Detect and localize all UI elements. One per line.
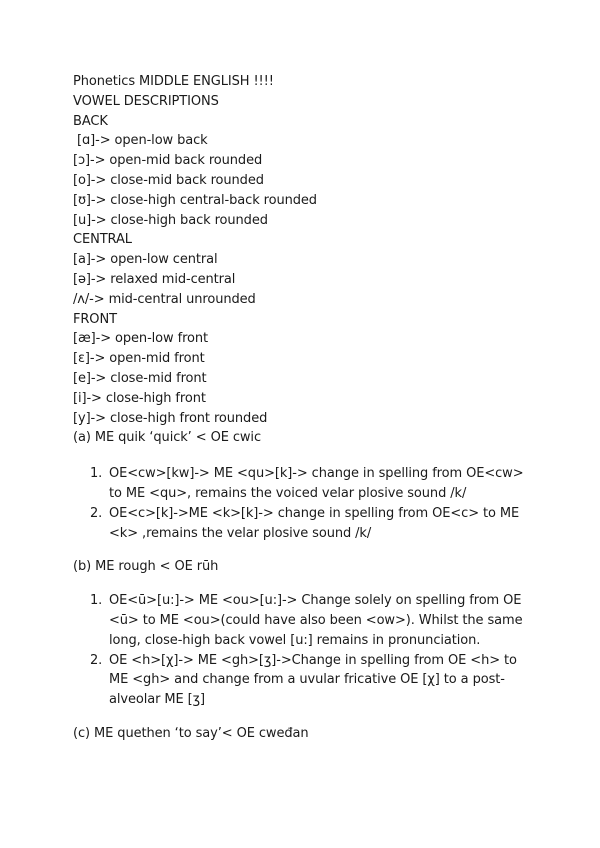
- example-b-list: [73, 591, 543, 710]
- list-item-text: OE <h>[χ]-> ME <gh>[ʒ]->Change in spelling from OE <h> to ME <gh> and change from a uvular fricative OE [χ] to a post-alveolar ME [ʒ]: [109, 652, 517, 708]
- section-heading: VOWEL DESCRIPTIONS: [73, 93, 219, 109]
- back-vowel-item: [u]-> close-high back rounded: [73, 212, 268, 228]
- example-b-heading: (b) ME rough < OE rūh: [73, 559, 219, 575]
- list-item: [73, 504, 529, 544]
- list-number: 2.: [90, 652, 103, 668]
- list-item: [73, 651, 529, 710]
- list-number: 1.: [90, 593, 103, 609]
- back-vowel-item: [ɑ]-> open-low back: [73, 133, 208, 149]
- back-vowel-item: [ʊ]-> close-high central-back rounded: [73, 192, 317, 208]
- document-title: Phonetics MIDDLE ENGLISH !!!!: [73, 74, 274, 89]
- document-body: [73, 72, 543, 744]
- central-label: CENTRAL: [73, 232, 132, 248]
- list-item: [73, 591, 529, 650]
- list-item-text: OE<cw>[kw]-> ME <qu>[k]-> change in spelling from OE<cw> to ME <qu>, remains the voiced velar plosive sound /k/: [109, 466, 524, 501]
- front-vowel-item: [i]-> close-high front: [73, 390, 206, 406]
- example-c-heading: (c) ME quethen ‘to say’< OE cweđan: [73, 725, 309, 741]
- front-vowel-item: [e]-> close-mid front: [73, 370, 207, 386]
- front-vowel-item: [ɛ]-> open-mid front: [73, 351, 205, 367]
- example-a-list: [73, 464, 543, 543]
- front-vowel-item: [y]-> close-high front rounded: [73, 410, 268, 426]
- list-item-text: OE<c>[k]->ME <k>[k]-> change in spelling from OE<c> to ME <k> ,remains the velar plosive sound /k/: [109, 505, 520, 541]
- list-item: [73, 464, 529, 504]
- back-vowel-item: [ɔ]-> open-mid back rounded: [73, 153, 263, 169]
- list-number: 1.: [90, 466, 103, 482]
- back-label: BACK: [73, 113, 108, 129]
- example-a-heading: (a) ME quik ‘quick’ < OE cwic: [73, 430, 261, 446]
- front-vowel-item: [æ]-> open-low front: [73, 331, 209, 347]
- list-item-text: OE<ū>[u:]-> ME <ou>[u:]-> Change solely on spelling from OE <ū> to ME <ou>(could have also been <ow>). Whilst the same long, close-high back vowel [u:] remains in pronunciation.: [109, 593, 523, 648]
- central-vowel-item: [a]-> open-low central: [73, 252, 218, 268]
- central-vowel-item: [ə]-> relaxed mid-central: [73, 271, 236, 287]
- list-number: 2.: [90, 505, 103, 521]
- front-label: FRONT: [73, 311, 117, 327]
- back-vowel-item: [o]-> close-mid back rounded: [73, 172, 264, 188]
- central-vowel-item: /ʌ/-> mid-central unrounded: [73, 291, 256, 307]
